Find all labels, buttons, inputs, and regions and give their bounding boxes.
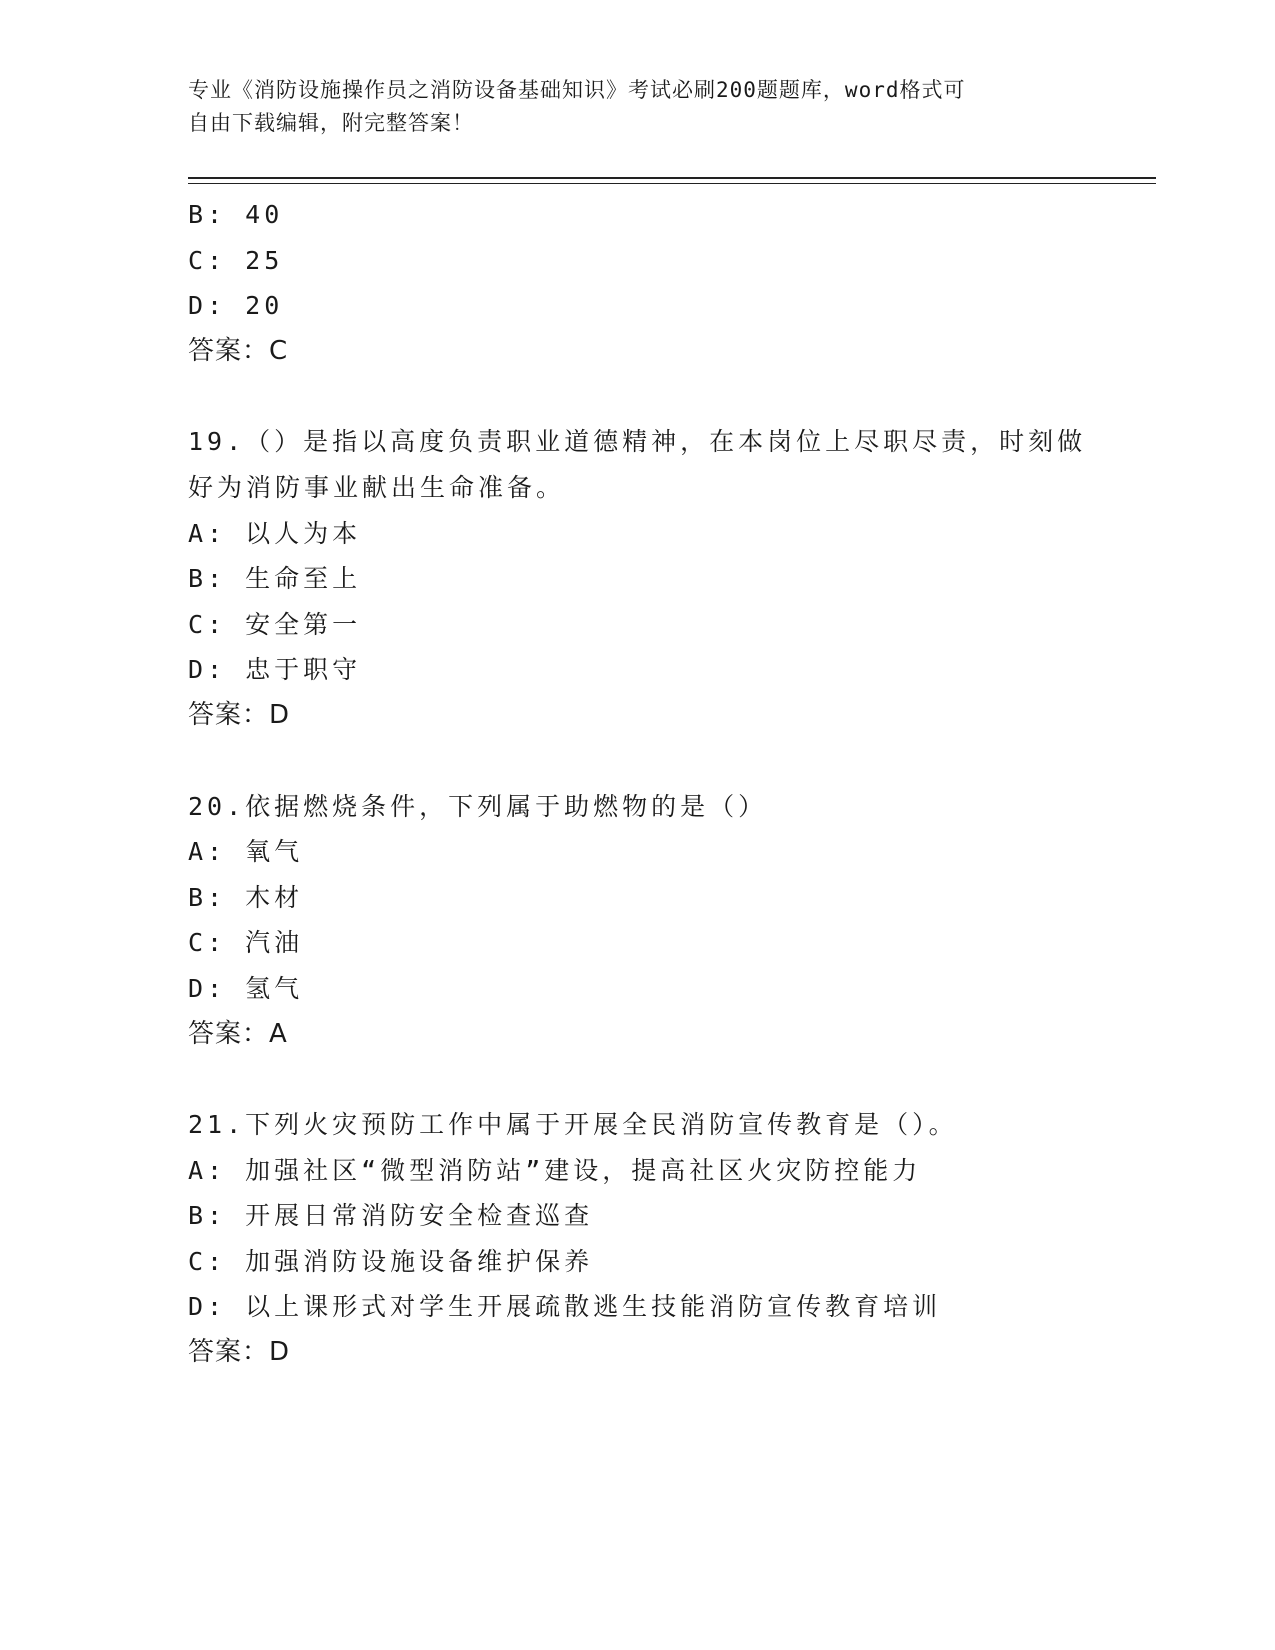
header-title-line-2: 自由下载编辑，附完整答案！ [188,111,474,135]
answer-line: 答案：D [188,699,291,730]
option-b: B: 开展日常消防安全检查巡查 [188,1201,594,1231]
header-title-line-1: 专业《消防设施操作员之消防设备基础知识》考试必刷200题题库，word格式可 [188,78,966,102]
page-header [188,74,1068,140]
question-21-block [188,1102,1088,1376]
question-20-block [188,784,1088,1058]
question-text-line-1: 21.下列火灾预防工作中属于开展全民消防宣传教育是（）。 [188,1110,958,1140]
option-b: B: 40 [188,200,284,229]
option-c: C: 安全第一 [188,609,362,639]
question-content [188,192,1088,1376]
option-d: D: 氢气 [188,973,304,1003]
question-19-block [188,419,1088,738]
option-a: A: 氧气 [188,837,304,867]
option-b: B: 木材 [188,882,304,912]
option-d: D: 以上课形式对学生开展疏散逃生技能消防宣传教育培训 [188,1292,942,1322]
answer-line: 答案：A [188,1018,288,1049]
option-d: D: 20 [188,291,284,321]
question-text-line-2: 好为消防事业献出生命准备。 [188,472,566,502]
header-divider-thin [188,183,1156,184]
previous-question-block [188,192,1088,374]
question-text-line-1: 20.依据燃烧条件，下列属于助燃物的是（） [188,791,768,821]
answer-line: 答案：D [188,1337,291,1368]
question-text-line-1: 19.（）是指以高度负责职业道德精神，在本岗位上尽职尽责，时刻做 [188,427,1087,457]
option-c: C: 25 [188,245,284,275]
option-a: A: 以人为本 [188,518,362,548]
option-b: B: 生命至上 [188,564,362,594]
option-c: C: 加强消防设施设备维护保养 [188,1246,594,1276]
header-divider-thick [188,177,1156,179]
option-c: C: 汽油 [188,928,304,958]
answer-line: 答案：C [188,335,289,366]
option-d: D: 忠于职守 [188,655,362,685]
option-a: A: 加强社区“微型消防站”建设，提高社区火灾防控能力 [188,1155,922,1185]
